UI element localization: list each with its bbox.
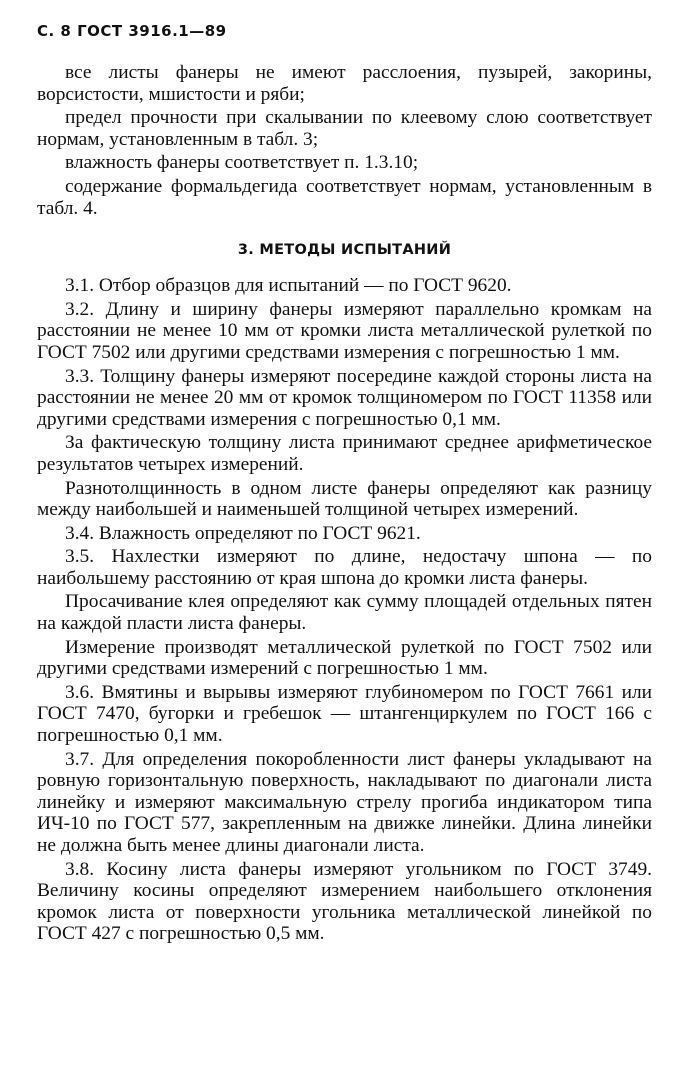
paragraph-3-8: 3.8. Косину листа фанеры измеряют угольником по ГОСТ 3749. Величину косины определяют измерением наибольшего отклонения кромок листа от поверхности угольника металлической линейкой по ГОСТ 427 с погрешностью 0,5 мм. (37, 858, 652, 945)
paragraph-3-2: 3.2. Длину и ширину фанеры измеряют параллельно кромкам на расстоянии не менее 10 мм от кромки листа металлической рулеткой по ГОСТ 7502 или другими средствами измерения с погрешностью 1 мм. (37, 298, 652, 363)
paragraph-3-4: 3.4. Влажность определяют по ГОСТ 9621. (65, 522, 421, 544)
section-title: 3. МЕТОДЫ ИСПЫТАНИЙ (237, 242, 452, 259)
paragraph-3-5-glue: Просачивание клея определяют как сумму площадей отдельных пятен на каждой пласти листа фанеры. (37, 591, 652, 635)
paragraph-3-6: 3.6. Вмятины и вырывы измеряют глубиномером по ГОСТ 7661 или ГОСТ 7470, бугорки и гребешок — штангенциркулем по ГОСТ 166 с погрешностью 0,1 мм. (37, 681, 652, 747)
paragraph-3-3-thickness: За фактическую толщину листа принимают среднее арифметическое результатов четырех измерений. (37, 432, 652, 475)
intro-paragraph: содержание формальдегида соответствует нормам, установленным в табл. 4. (37, 175, 652, 219)
paragraph-3-3: 3.3. Толщину фанеры измеряют посередине каждой стороны листа на расстоянии не менее 20 мм от кромок толщиномером по ГОСТ 11358 или другими средствами измерения с погрешностью 0,1 мм. (37, 365, 652, 430)
paragraph-3-7: 3.7. Для определения покоробленности лист фанеры укладывают на ровную горизонтальную поверхность, накладывают по диагонали листа линейку и измеряют максимальную стрелу прогиба индикатором типа ИЧ-10 по ГОСТ 577, закрепленным на движке линейки. Длина линейки не должна быть менее длины диагонали листа. (37, 748, 652, 856)
intro-paragraph: влажность фанеры соответствует п. 1.3.10; (65, 152, 419, 174)
paragraph-3-1: 3.1. Отбор образцов для испытаний — по ГОСТ 9620. (65, 275, 512, 297)
intro-paragraph: предел прочности при скалывании по клеевому слою соответствует нормам, установленным в табл. 3; (37, 107, 652, 150)
paragraph-3-3-variation: Разнотолщинность в одном листе фанеры определяют как разницу между наибольшей и наименьшей толщиной четырех измерений. (37, 477, 652, 521)
intro-paragraph: все листы фанеры не имеют расслоения, пузырей, закорины, ворсистости, мшистости и ряби; (37, 62, 652, 105)
page-content (37, 62, 652, 947)
paragraph-3-5: 3.5. Нахлестки измеряют по длине, недостачу шпона — по наибольшему расстоянию от края шпона до кромки листа фанеры. (37, 546, 652, 589)
paragraph-3-5-measure: Измерение производят металлической рулеткой по ГОСТ 7502 или другими средствами измерений с погрешностью 1 мм. (37, 636, 652, 680)
page-header: С. 8 ГОСТ 3916.1—89 (37, 22, 227, 40)
